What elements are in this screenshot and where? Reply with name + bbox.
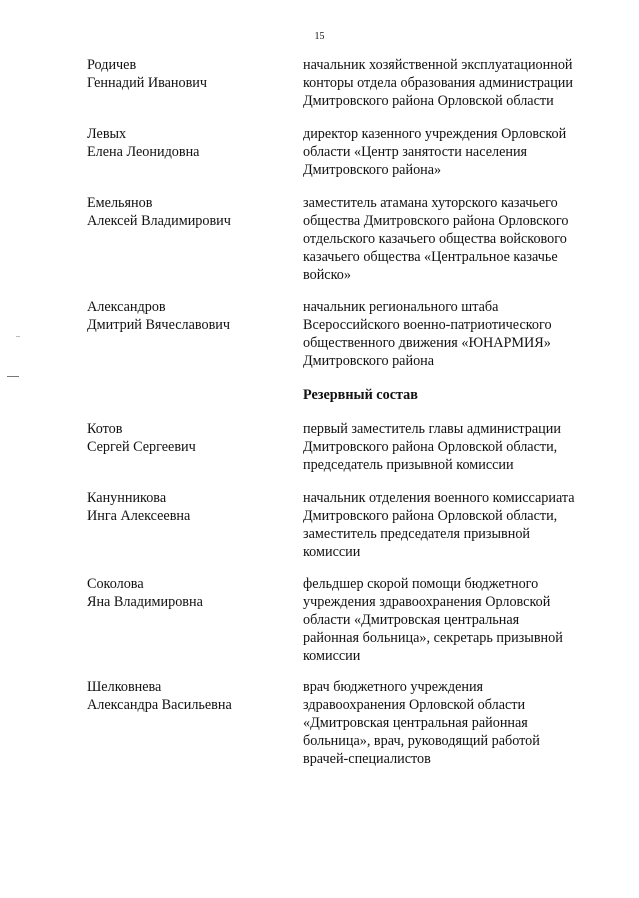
member-given-names: Яна Владимировна xyxy=(87,594,203,610)
position-line: фельдшер скорой помощи бюджетного xyxy=(303,576,539,592)
member-name xyxy=(87,678,287,714)
member-surname: Родичев xyxy=(87,57,137,73)
member-given-names: Дмитрий Вячеславович xyxy=(87,317,231,333)
member-surname: Соколова xyxy=(87,576,144,592)
position-line: комиссии xyxy=(303,648,361,664)
member-name xyxy=(87,298,287,334)
member-position xyxy=(303,489,603,561)
member-surname: Левых xyxy=(87,126,127,142)
position-line: врачей-специалистов xyxy=(303,751,431,767)
member-given-names: Геннадий Иванович xyxy=(87,75,208,91)
member-name xyxy=(87,420,287,456)
scan-artifact xyxy=(16,336,20,337)
position-line: Дмитровского района Орловской области xyxy=(303,93,554,109)
member-name xyxy=(87,194,287,230)
position-line: Дмитровского района Орловской области, xyxy=(303,439,558,455)
position-line: общественного движения «ЮНАРМИЯ» xyxy=(303,335,551,351)
position-line: врач бюджетного учреждения xyxy=(303,679,484,695)
position-line: начальник регионального штаба xyxy=(303,299,499,315)
position-line: заместитель председателя призывной xyxy=(303,526,530,542)
member-name xyxy=(87,489,287,525)
member-position xyxy=(303,298,603,370)
member-given-names: Елена Леонидовна xyxy=(87,144,200,160)
member-surname: Канунникова xyxy=(87,490,167,506)
member-given-names: Сергей Сергеевич xyxy=(87,439,196,455)
position-line: начальник отделения военного комиссариата xyxy=(303,490,575,506)
member-name xyxy=(87,56,287,92)
reserve-section-heading: Резервный состав xyxy=(303,387,418,403)
position-line: начальник хозяйственной эксплуатационной xyxy=(303,57,573,73)
scan-artifact xyxy=(7,376,19,377)
position-line: Дмитровского района xyxy=(303,353,435,369)
member-given-names: Алексей Владимирович xyxy=(87,213,231,229)
position-line: больница», врач, руководящий работой xyxy=(303,733,540,749)
position-line: заместитель атамана хуторского казачьего xyxy=(303,195,558,211)
member-position xyxy=(303,194,603,284)
position-line: Всероссийского военно-патриотического xyxy=(303,317,552,333)
member-surname: Котов xyxy=(87,421,123,437)
position-line: отдельского казачьего общества войскового xyxy=(303,231,567,247)
position-line: войско» xyxy=(303,267,351,283)
position-line: Дмитровского района Орловской области, xyxy=(303,508,558,524)
member-given-names: Александра Васильевна xyxy=(87,697,232,713)
member-name xyxy=(87,575,287,611)
member-position xyxy=(303,125,603,179)
position-line: учреждения здравоохранения Орловской xyxy=(303,594,551,610)
member-position xyxy=(303,420,603,474)
member-surname: Шелковнева xyxy=(87,679,162,695)
position-line: председатель призывной комиссии xyxy=(303,457,514,473)
member-surname: Александров xyxy=(87,299,166,315)
position-line: Дмитровского района» xyxy=(303,162,442,178)
position-line: здравоохранения Орловской области xyxy=(303,697,526,713)
member-name xyxy=(87,125,287,161)
member-position xyxy=(303,56,603,110)
member-given-names: Инга Алексеевна xyxy=(87,508,191,524)
position-line: районная больница», секретарь призывной xyxy=(303,630,563,646)
member-surname: Емельянов xyxy=(87,195,153,211)
position-line: области «Центр занятости населения xyxy=(303,144,528,160)
position-line: первый заместитель главы администрации xyxy=(303,421,561,437)
page-number: 15 xyxy=(314,31,325,42)
position-line: казачьего общества «Центральное казачье xyxy=(303,249,558,265)
position-line: комиссии xyxy=(303,544,361,560)
position-line: директор казенного учреждения Орловской xyxy=(303,126,567,142)
position-line: общества Дмитровского района Орловского xyxy=(303,213,569,229)
position-line: области «Дмитровская центральная xyxy=(303,612,520,628)
position-line: конторы отдела образования администрации xyxy=(303,75,573,91)
position-line: «Дмитровская центральная районная xyxy=(303,715,528,731)
member-position xyxy=(303,575,603,665)
member-position xyxy=(303,678,603,768)
